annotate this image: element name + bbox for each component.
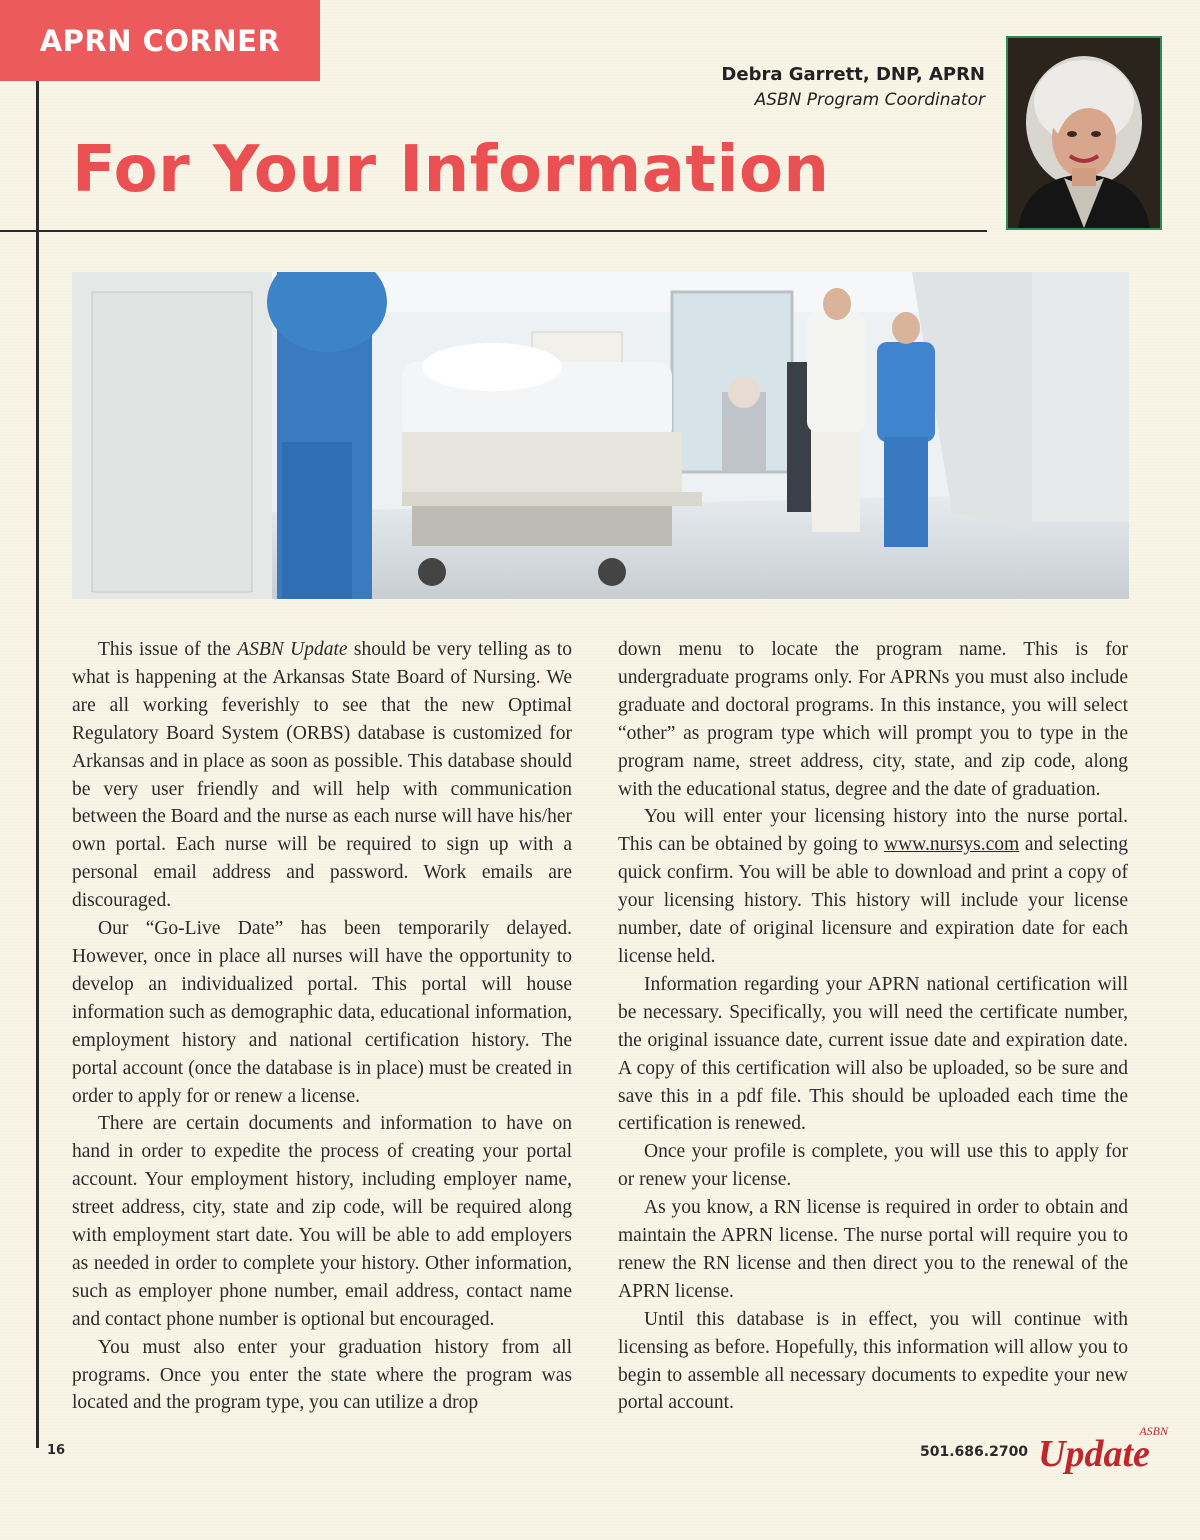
section-label: APRN CORNER [39,23,281,58]
paragraph: This issue of the ASBN Update should be very telling as to what is happening at the Arkansas State Board of Nursing. We are all working feverishly to see that the new Optimal Regulatory Board System (ORBS) database is customized for Arkansas and in place as soon as possible. This database should be very user friendly and will help with communication between the Board and the nurse as each nurse will have his/her own portal. Each nurse will be required to sign up with a personal email address and password. Work emails are discouraged. [72,639,573,912]
logo-main-text: Update [1038,1433,1150,1475]
asbn-update-logo [1036,1424,1168,1480]
paragraph: Until this database is in effect, you will continue with licensing as before. Hopefully, this information will allow you to begin to assemble all necessary documents to expedite your new portal account. [618,1308,1128,1414]
author-name: Debra Garrett, DNP, APRN [721,64,985,85]
page-number: 16 [47,1443,66,1458]
paragraph: As you know, a RN license is required in order to obtain and maintain the APRN license. The nurse portal will require you to renew the RN license and then direct you to the renewal of the APRN license. [618,1197,1128,1302]
section-banner [0,0,320,81]
author-title: ASBN Program Coordinator [754,90,985,110]
paragraph: down menu to locate the program name. This is for undergraduate programs only. For APRNs you must also include graduate and doctoral programs. In this instance, you will select “other” as program type which will prompt you to type in the program name, street address, city, state, and zip code, along with the educational status, degree and the date of graduation. [618,639,1128,800]
vertical-rule [36,81,39,1448]
logo-small-text: ASBN [1139,1424,1168,1438]
paragraph: Information regarding your APRN national certification will be necessary. Specifically, you will need the certificate number, the original issuance date, current issue date and expiration date. A copy of this certification will also be uploaded, so be sure and save this in a pdf file. This should be uploaded each time the certification is renewed. [618,973,1128,1135]
paragraph: Once your profile is complete, you will use this to apply for or renew your license. [618,1141,1128,1191]
author-portrait [1006,36,1162,230]
horizontal-rule [0,230,987,232]
phone-number: 501.686.2700 [920,1444,1029,1460]
article-column-left [72,636,572,1417]
article-column-right [618,636,1128,1417]
paragraph: Our “Go-Live Date” has been temporarily delayed. However, once in place all nurses will have the opportunity to develop an individualized portal. This portal will house information such as demographic data, educational information, employment history and national certification history. The portal account (once the database is in place) must be created in order to apply for or renew a license. [72,918,572,1107]
paragraph: You will enter your licensing history into the nurse portal. This can be obtained by going to www.nursys.com and selecting quick confirm. You will be able to download and print a copy of your licensing history. This history will include your license number, date of original licensure and expiration date for each license held. [618,806,1128,967]
paragraph: There are certain documents and information to have on hand in order to expedite the process of creating your portal account. Your employment history, including employer name, street address, city, state and zip code, will be required along with employment start date. You will be able to add employers as needed in order to complete your history. Other information, such as employer phone number, email address, contact name and contact phone number is optional but encouraged. [72,1113,572,1330]
publication-name: ASBN Update [237,639,348,660]
page-title: For Your Information [72,133,830,207]
paragraph: You must also enter your graduation history from all programs. Once you enter the state where the program was located and the program type, you can utilize a drop [72,1336,572,1414]
nursys-link[interactable]: www.nursys.com [883,834,1020,856]
hero-image [72,272,1129,599]
